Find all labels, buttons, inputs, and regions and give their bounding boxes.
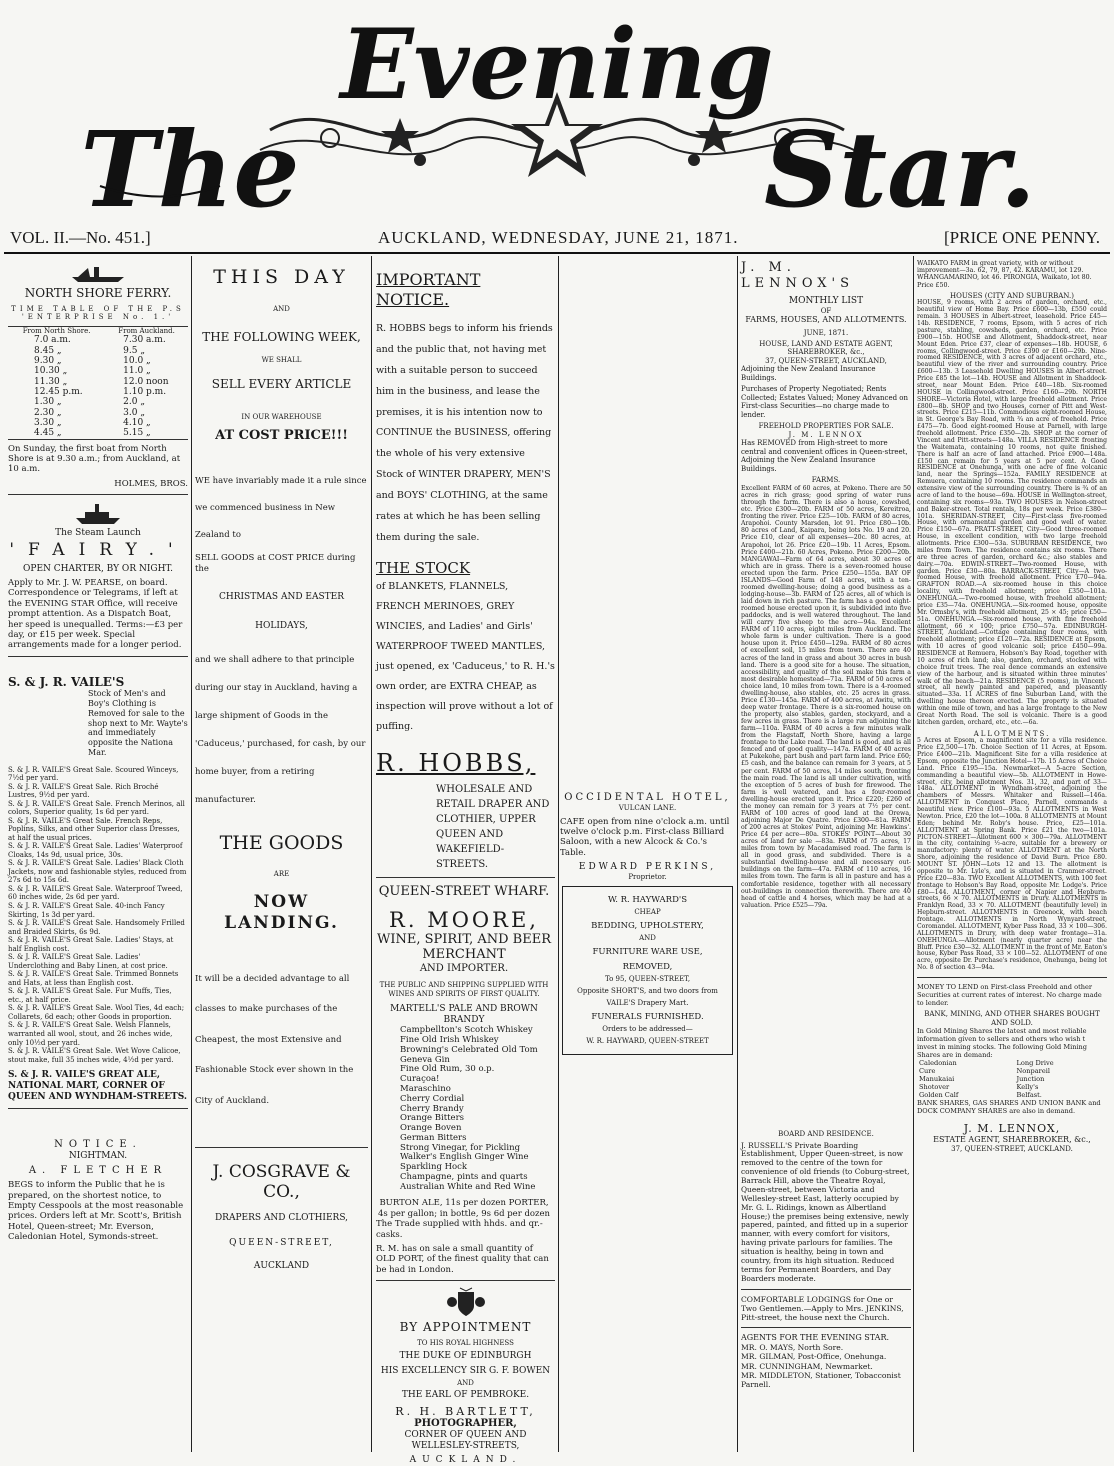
hobbs-name: R. HOBBS, xyxy=(376,748,536,777)
list-item: FUNERALS FURNISHED. xyxy=(591,1011,704,1022)
freehold-heading: FREEHOLD PROPERTIES FOR SALE. xyxy=(758,422,894,431)
share-name: Cure xyxy=(919,1067,936,1076)
list-item: Champagne, pints and quarts xyxy=(400,1171,528,1182)
list-item: S. & J. R. VAILE'S Great Sale. French Merinos, all colors, Superior quality, 1s 6d per yard. xyxy=(8,799,185,817)
board-residence: BOARD AND RESIDENCE. xyxy=(778,1130,874,1138)
list-item: Maraschino xyxy=(400,1084,451,1095)
hobbs-subtitle: WHOLESALE AND RETAIL DRAPER AND CLOTHIER, UPPER QUEEN AND WAKEFIELD-STREETS. xyxy=(436,783,550,870)
list-item: S. & J. R. VAILE'S Great Sale. Handsomely Frilled and Braided Skirts, 6s 9d. xyxy=(8,919,185,936)
house-land-agent: HOUSE, LAND AND ESTATE AGENT, SHAREBROKER, &c., xyxy=(759,339,893,357)
moore-name: R. MOORE, xyxy=(389,907,539,932)
time-cell: 10.0 „ xyxy=(123,355,151,366)
burton-ale: BURTON ALE, 11s per dozen PORTER, 4s per gallon; in bottle, 9s 6d per dozen xyxy=(377,1198,551,1219)
place-date: AUCKLAND, WEDNESDAY, JUNE 21, 1871. xyxy=(378,228,739,247)
share-name: Shotover xyxy=(919,1083,950,1092)
farms-houses: FARMS, HOUSES, AND ALLOTMENTS. xyxy=(745,315,907,325)
agents-list xyxy=(741,1343,911,1389)
the-stock-heading: THE STOCK xyxy=(376,558,471,577)
lennox-address-footer: 37, QUEEN-STREET, AUCKLAND. xyxy=(951,1144,1073,1153)
moore-note: R. M. has on sale a small quantity of OLD PORT, of the finest quality that can be had in London. xyxy=(376,1243,549,1275)
of-label: OF xyxy=(820,306,832,315)
list-item: S. & J. R. VAILE'S Great Sale. 40-inch Fancy Skirting, 1s 3d per yard. xyxy=(8,902,165,919)
from-auckland-header: From Auckland. xyxy=(118,326,175,335)
cafe-text: CAFE open from nine o'clock a.m. until twelve o'clock p.m. First-class Billiard Saloon, with a new Alcock & Co.'s Table. xyxy=(560,816,730,858)
list-item: Orange Bitters xyxy=(400,1113,464,1124)
column-3 xyxy=(376,260,555,1466)
purchases-note: Purchases of Property Negotiated; Rents Collected; Estates Valued; Money Advanced on First-class Securities—no charge made to lender. xyxy=(741,385,909,419)
sir-bowen: HIS EXCELLENCY SIR G. F. BOWEN xyxy=(380,1366,551,1377)
list-item: MR. GILMAN, Post-Office, Onehunga. xyxy=(741,1352,887,1362)
list-date: JUNE, 1871. xyxy=(803,328,849,337)
steam-launch-icon xyxy=(73,500,123,526)
vulcan-lane: VULCAN LANE. xyxy=(618,804,677,813)
sell-every-article: SELL EVERY ARTICLE xyxy=(211,376,352,391)
column-2 xyxy=(195,260,368,1450)
list-item: MR. MIDDLETON, Stationer, Tobacconist Parnell. xyxy=(741,1370,901,1390)
column-1 xyxy=(8,260,188,1450)
bartlett-name: R. H. BARTLETT, xyxy=(395,1404,536,1418)
list-item: Cherry Brandy xyxy=(400,1103,464,1114)
column-4-bottom xyxy=(741,1130,911,1452)
this-day-heading: THIS DAY xyxy=(213,266,350,288)
public-supplied: THE PUBLIC AND SHIPPING SUPPLIED WITH WINES AND SPIRITS OF FIRST QUALITY. xyxy=(379,981,549,998)
earl-pembroke: THE EARL OF PEMBROKE. xyxy=(401,1389,530,1400)
russell-text: J. RUSSELL'S Private Boarding Establishment, Upper Queen-street, is now removed to the centre of the town for convenience of old friends (to Coburg-street, Barrack Hill, above the Theatre Royal, Queen-street, between Victoria and Wellesley-street East, latterly occupied by Mr. G. L. Ridings, known as Albertland House;) the premises being extensive, newly papered, painted, and fitted up in a superior manner, with every comfort for visitors, having private parlours for families. The situation is healthy, being in town and country, from its high situation. Reduced terms for Permanent Boarders, and Day Boarders moderate. xyxy=(741,1140,910,1283)
nightman-heading: NIGHTMAN. xyxy=(68,1151,128,1162)
advantage-text: It will be a decided advantage to all classes to make purchases of the Cheapest, the most Extensive and Fashionable Stock ever shown in the City of Auckland. xyxy=(195,973,354,1106)
list-item: S. & J. R. VAILE'S Great Sale. Rich Broché Lustres, 9½d per yard. xyxy=(8,782,159,800)
share-name: Long Drive xyxy=(1016,1059,1054,1068)
column-5 xyxy=(917,260,1107,1450)
time-cell: 12.45 p.m. xyxy=(34,386,83,397)
drapers-clothiers: DRAPERS AND CLOTHIERS, xyxy=(214,1212,349,1223)
list-item: S. & J. R. VAILE'S Great Sale. Welsh Flannels, warranted all wool, stout, and 26 inches wide, only 10½d per yard. xyxy=(8,1021,173,1047)
time-cell: 7.30 a.m. xyxy=(123,335,166,346)
time-cell: 7.0 a.m. xyxy=(34,335,71,346)
lennox-signature: J. M. LENNOX, xyxy=(963,1121,1061,1135)
list-item: S. & J. R. VAILE'S Great Sale. Wet Wove Calicoe, stout make, full 35 inches wide, 4½d per yard. xyxy=(8,1047,181,1064)
vaile-mart: S. & J. R. VAILE'S GREAT ALE, NATIONAL MART, CORNER OF QUEEN AND WYNDHAM-STREETS. xyxy=(8,1070,188,1103)
perkins-name: EDWARD PERKINS, xyxy=(578,862,717,873)
royal-arms-icon xyxy=(446,1286,486,1318)
share-name: Junction xyxy=(1016,1075,1045,1084)
list-item: Geneva Gin xyxy=(400,1054,450,1065)
list-item: W. R. HAYWARD, QUEEN-STREET xyxy=(586,1037,709,1046)
royal-highness: TO HIS ROYAL HIGHNESS xyxy=(417,1338,514,1347)
list-item: AND xyxy=(639,934,656,943)
column-rule xyxy=(191,256,192,1452)
share-name: Kelly's xyxy=(1016,1083,1039,1092)
list-item: Australian White and Red Wine xyxy=(400,1181,536,1192)
hayward-box xyxy=(562,886,733,1055)
houses-text: HOUSE, 9 rooms, with 2 acres of garden, orchard, etc., beautiful view of Home Bay. Price £600—13b, £550 could remain. 3 HOUSES in Albert-street, leasehold. Price £45—14b. RESIDENCE, 7 rooms, Epsom, with 5 acres of rich pasture, stabling, cowsheds, garden, orchard, etc. Price £900—15b. HOUSE and Allotment, Shaddock-street, near Mount Eden. Price £37, clear of expenses—18b. HOUSE, 6 rooms, Collingwood-street. Price £390 or £160—29b. Nine-roomed RESIDENCE, with 3 acres of adjacent orchard, etc., beautiful view of the river and surrounding country. Price £600—13b. 3 Leasehold Dwelling HOUSES in Albert-street. Price £85 the lot—14b. HOUSE and Allotment in Shaddock-street, near Mount Eden. Price £40—18b. Six-roomed HOUSE in Collingwood-street. Price £160—29b. NORTH SHORE—Victoria Hotel, with large freehold allotment. Price £800—8b. SHOP and two Houses, corner of Pitt and West-streets. Price £215—11b. Commodious eight-roomed House, in St. George's Bay Road, with ¾ an acre of freehold. Price £475—7b. Good eight-roomed House at Parnell, with large freehold allotment. Price £350—2b. SHOP at the corner of Vincent and Pitt-streets—148a. VILLA RESIDENCE fronting the Waitemata, containing 10 rooms, not quite finished. There is half an acre of land attached. Price £900—148a. £150 can remain for 5 years at 5 per cent. A Good RESIDENCE at Onehunga, with one acre of fine volcanic land, near the Springs—152a. FAMILY RESIDENCE at Remuera, containing 10 rooms. The residence commands an extensive view of the surrounding country. There is ¾ of an acre of land to the house—69a. HOUSE in Wellington-street, containing six rooms—93a. TWO HOUSES in Nelson-street and Baker-street. Total rentals, 18s per week. Price £380—101a. SHERIDAN-STREET, City—First-class five-roomed House, with ornamental garden and good well of water. Price £150—67a. PRATT-STREET, City—Good three-roomed House, in excellent condition, with two large freehold allotments. Price £300—53a. SUBURBAN RESIDENCE, two miles from Town. The residence contains six rooms. There are three acres of garden, orchard &c.; also stables and dairy.—70a. EDWIN-STREET—Two-roomed House, with garden. Price £30—80a. BARRACK-STREET, City—A two-roomed House, with freehold allotment. Price £70—94a. GRAFTON ROAD.—A six-roomed house in this choice locality, with freehold allotment; price £350—101a. ONEHUNGA.—Two-roomed house, with freehold allotment; price £35—74a. ONEHUNGA.—Six-roomed house, opposite Mr. Ormsby's, with freehold allotment, 25 × 45; price £50—51a. ONEHUNGA.—Six-roomed house, with fine freehold allotment, 66 × 100; price £750—57a. EDINBURGH-STREET, Auckland.—Cottage containing four rooms, with freehold allotment; price £120—72a. RESIDENCE at Epsom, with 10 acres of good volcanic soil; price £450—99a. RESIDENCE at Remuera, Hobson's Bay Road, together with 10 acres of rich land; also, garden, orchard, stocked with choice fruit trees. The real dence commands an extensive view of the harbour, and is situated within three minutes' walk of the beach—21a. RESIDENCE (5 rooms), in Vincent-street, all newly painted and papered, and pleasantly situated—33a. 11 ACRES of fine Suburban Land, with the dwelling house thereon erected. The property is situated within one mile of town, and has a large frontage to the New Great North Road. The soil is volcanic. There is a good kitchen garden, orchard, etc., etc.—6a. xyxy=(917,299,1107,726)
allotments-heading: ALLOTMENTS. xyxy=(973,729,1051,738)
lennox-heading: J. M. LENNOX'S xyxy=(741,260,855,291)
lodgings-text: COMFORTABLE LODGINGS for One or Two Gentlemen.—Apply to Mrs. JENKINS, Pitt-street, the house next the Church. xyxy=(741,1294,904,1323)
bank-shares-text: BANK SHARES, GAS SHARES AND UNION BANK and DOCK COMPANY SHARES are also in demand. xyxy=(917,1099,1101,1116)
fletcher-text: BEGS to inform the Public that he is prepared, on the shortest notice, to Empty Cesspools at the most reasonable prices. Orders left at Mr. Scott's, British Hotel, Queen-street; Mr. Everson, Caledonian Hotel, Symonds-street. xyxy=(8,1180,184,1243)
houses-heading: HOUSES (CITY AND SUBURBAN.) xyxy=(950,291,1074,300)
shares-table xyxy=(917,1059,1107,1099)
agents-heading: AGENTS FOR THE EVENING STAR. xyxy=(741,1333,890,1343)
estate-agent: ESTATE AGENT, SHAREBROKER, &c., xyxy=(933,1134,1091,1144)
list-item: S. & J. R. VAILE'S Great Sale. Ladies' Black Cloth Jackets, now and fashionable styles, reduced from 27s 6d to 15s 6d. xyxy=(8,859,187,885)
time-cell: 1.30 „ xyxy=(34,397,62,408)
adhere-text: and we shall adhere to that principle during our stay in Auckland, having a large shipment of Goods in the 'Caduceus,' purchased, for cash, by our home buyer, from a retiring manufacturer. xyxy=(195,655,366,806)
trade-note: The Trade supplied with hhds. and qr.-casks. xyxy=(376,1219,543,1240)
time-cell: 8.45 „ xyxy=(34,345,62,356)
time-cell: 9.5 „ xyxy=(123,345,145,356)
svg-text:Star.: Star. xyxy=(764,108,1036,231)
list-item: Cherry Cordial xyxy=(400,1093,465,1104)
dateline xyxy=(8,228,1106,250)
notice-heading: NOTICE. xyxy=(54,1139,142,1151)
list-item: S. & J. R. VAILE'S Great Sale. Ladies' Stays, at half English cost. xyxy=(8,936,174,953)
following-week: THE FOLLOWING WEEK, xyxy=(202,329,361,344)
sunday-note: On Sunday, the first boat from North Shore is at 9.30 a.m.; from Auckland, at 10 a.m. xyxy=(8,443,181,475)
list-item: CHEAP xyxy=(634,908,661,917)
share-name: Golden Calf xyxy=(919,1091,959,1100)
share-name: Caledonian xyxy=(919,1059,957,1068)
list-item: S. & J. R. VAILE'S Great Sale. Ladies' Waterproof Cloaks, 14s 9d, usual price, 30s. xyxy=(8,842,183,859)
time-cell: 4.10 „ xyxy=(123,417,151,428)
bartlett-auckland: AUCKLAND. xyxy=(409,1455,522,1466)
monthly-list: MONTHLY LIST xyxy=(788,295,864,306)
gold-text: In Gold Mining Shares the latest and most reliable information given to sellers and others who wish t invest in mining stocks. The following Gold Mining Shares are in demand: xyxy=(917,1027,1088,1060)
are-label: ARE xyxy=(273,869,290,878)
time-cell: 3.30 „ xyxy=(34,417,62,428)
time-cell: 9.30 „ xyxy=(34,355,62,366)
list-item: Walker's English Ginger Wine xyxy=(400,1152,529,1163)
list-item: Opposite SHORT'S, and two doors from VAILE'S Drapery Mart. xyxy=(577,987,718,1007)
hobbs-notice-text: R. HOBBS begs to inform his friends and the public that, not having met with a suitable person to succeed him in the business, and lease the premises, it is his intention now to CONTINUE the BUSINESS, offering the whole of his very extensive Stock of WINTER DRAPERY, MEN'S and BOYS' CLOTHING, at the same rates at which he has been selling them during the sale. xyxy=(376,323,553,543)
volume-number: VOL. II.—No. 451.] xyxy=(10,228,151,247)
waikato-text: WAIKATO FARM in great variety, with or without improvement—3a. 62, 79, 87, 42. KARAMU, lot 129. WHANGAMARINO, lot 46. PIRONGIA, Waikato, lot 80. Price £50. xyxy=(917,260,1092,289)
time-cell: 5.15 „ xyxy=(123,428,151,439)
list-item: Browning's Celebrated Old Tom xyxy=(400,1044,538,1055)
in-warehouse: IN OUR WAREHOUSE xyxy=(241,413,322,422)
adjoining-note: Adjoining the New Zealand Insurance Buildings. xyxy=(741,365,876,382)
time-cell: 2.0 „ xyxy=(123,397,145,408)
at-cost-price: AT COST PRICE!!! xyxy=(215,428,348,444)
duke-edinburgh: THE DUKE OF EDINBURGH xyxy=(399,1351,532,1362)
list-item: S. & J. R. VAILE'S Great Sale. Fur Muffs, Ties, etc., at half price. xyxy=(8,987,172,1004)
fletcher-name: A. FLETCHER xyxy=(28,1165,168,1177)
wharf-heading: QUEEN-STREET WHARF. xyxy=(378,883,550,899)
important-notice: IMPORTANT NOTICE. xyxy=(376,270,481,309)
price: [PRICE ONE PENNY. xyxy=(943,228,1100,247)
wine-list xyxy=(400,1026,552,1192)
vaile-heading: S. & J. R. VAILE'S xyxy=(8,674,125,689)
queen-street-label: QUEEN-STREET, xyxy=(229,1237,334,1248)
money-to-lend: MONEY TO LEND on First-class Freehold and other Securities at current rates of interest. No charge made to lender. xyxy=(917,983,1102,1008)
by-appointment: BY APPOINTMENT xyxy=(399,1319,532,1334)
share-name: Belfast. xyxy=(1016,1091,1042,1100)
list-item: MR. O. MAYS, North Sore. xyxy=(741,1343,844,1353)
time-cell: 1.10 p.m. xyxy=(123,386,167,397)
masthead-logo xyxy=(0,0,1114,231)
farms-text: Excellent FARM of 60 acres, at Pokeno. There are 50 acres in rich grass; good spring of water runs through the farm. There is also a house, cowshed, etc. Price £300—20b. FARM of 50 acres, Kereitroa, fronting the river. Price £25—10b. FARM of 80 acres, Arapohoi. County Marsden, lot 91. Price £80—10b. 80 acres of Land, Kaipara, being lots No. 19 and 20. Price £10, clear of all expenses—20c. 80 acres, at Arapohoi, lot 26. Price £20—19b. 11 Acres, Epsom. Price £400—21b. 60 Acres, Pokeno. Price £200—20b. MANGAWAI—Farm of 64 acres, about 30 acres of which are in grass. There is a seven-roomed house erected upon the farm. Price £250—155a. BAY OF ISLANDS—Good Farm of 148 acres, with a ten-roomed dwelling-house; doing a good business as a lodging-house—3b. FARM of 125 acres, all of which is laid down in rich pasture. The farm has a good eight-roomed house erected upon it, is subdivided into five paddocks, and is well watered throughout. The land will carry five sheep to the acre—94a. Excellent FARM of 110 acres, eight miles from Auckland. The whole farm is under cultivation. There is a good house upon it. Price £450—129a. FARM of 80 acres of excellent soil, 15 miles from town. There are 40 acres of the land in grass and about 30 acres in bush land. There is a good site for a house. The situation, accessibility, and quality of the soil make this farm a most desirable homestead—71a. FARM of 50 acres of choice land, 10 miles from town. There is a 4-roomed dwelling-house, also stables, etc. 25 acres in grass. Price £130—145a. FARM of 400 acres, at Awitu, with deep water frontage. There is a six-roomed house on the property, also stables, garden, stockyard, and a few acres in grass. There is a large run adjoining the farm—110a. FARM of 40 acres a few minutes walk from the Flagstaff, North Shore, having a large frontage to the Lake road. The land is good, and is all fenced and of good quality—147a. FARM of 40 acres at Pukekohe, part bush and part farm land. Price £60; £5 cash, and the balance can remain for 3 years, at 5 per cent. FARM of 50 acres, 14 miles south, fronting the main road. The land is all under cultivation, with the exception of 5 acres of bush for firewood. The farm is well watered, and has a four-roomed dwelling-house erected upon it. Price £220; £260 of the money can remain for 3 years at 7½ per cent. FARM of 100 acres of good land at the Orewa, adjoining Major De Quatre. Price £300—81a. FARM of 200 acres at Stokes' Point, adjoining Mr. Hawkins'. Price £4 per acre—80a. STOKES' POINT—About 30 acres of land for sale —83a. FARM of 75 acres, 17 miles from town by Macadamised road. The farm is all in good grass, and subdivided. There is a substantial dwelling-house and all necessary out-buildings on the farm—47a. FARM of 110 acres, 16 miles from town. The farm is all in pasture and has a comfortable residence, together with all necessary out-buildings in connection therewith. There are 40 head of cattle and 4 horses, which may be had at a valuation. Price £525—79a. xyxy=(741,485,911,909)
list-item: German Bitters xyxy=(400,1132,467,1143)
list-item: Campbellton's Scotch Whiskey xyxy=(400,1025,533,1036)
list-item: Strong Vinegar, for Pickling xyxy=(400,1142,521,1153)
svg-text:The: The xyxy=(80,108,300,231)
time-cell: 4.45 „ xyxy=(34,428,62,439)
time-cell: 10.30 „ xyxy=(34,366,68,377)
list-item: Orders to be addressed— xyxy=(602,1025,693,1034)
and-label: AND xyxy=(273,305,290,314)
vaile-sale-list xyxy=(8,766,188,1065)
list-item: BEDDING, UPHOLSTERY, xyxy=(591,920,704,931)
sunday-signature: HOLMES, BROS. xyxy=(114,478,188,489)
share-name: Nonpareil xyxy=(1016,1067,1050,1076)
ferry-title: NORTH SHORE FERRY. xyxy=(24,286,172,300)
masthead xyxy=(0,0,1114,231)
removed-note: Has REMOVED from High-street to more central and convenient offices in Queen-street, Adjoining the New Zealand Insurance Buildings. xyxy=(741,439,908,473)
ferry-timetable xyxy=(8,326,188,440)
jml-name: J. M. LENNOX xyxy=(788,430,864,439)
column-rule xyxy=(737,256,738,1452)
list-item: Fine Old Rum, 30 o.p. xyxy=(400,1064,495,1075)
list-item: S. & J. R. VAILE'S Great Sale. Scoured Winceys, 7½d per yard. xyxy=(8,765,179,783)
column-3-right xyxy=(560,792,735,1122)
list-item: Curaçoa! xyxy=(400,1074,440,1085)
martell-brandy: MARTELL'S PALE AND BROWN BRANDY xyxy=(390,1004,538,1026)
holidays: HOLIDAYS, xyxy=(255,621,308,632)
from-shore-header: From North Shore. xyxy=(22,326,91,335)
steamship-icon xyxy=(68,262,128,284)
and-label: AND xyxy=(457,1379,474,1388)
list-item: S. & J. R. VAILE'S Great Sale. Waterproof Tweed, 60 inches wide, 2s 6d per yard. xyxy=(8,884,183,902)
bartlett-corner: CORNER OF QUEEN AND WELLESLEY-STREETS, xyxy=(404,1430,527,1452)
importer: AND IMPORTER. xyxy=(419,963,509,975)
bank-shares-heading: BANK, MINING, AND OTHER SHARES BOUGHT AND SOLD. xyxy=(924,1010,1100,1027)
time-cell: 11.0 „ xyxy=(123,366,151,377)
top-rule xyxy=(4,252,1110,254)
lennox-address: 37, QUEEN-STREET, AUCKLAND, xyxy=(765,356,887,365)
list-item: Fine Old Irish Whiskey xyxy=(400,1035,499,1046)
list-item: MR. CUNNINGHAM, Newmarket. xyxy=(741,1361,873,1371)
list-item: Sparkling Hock xyxy=(400,1162,468,1173)
column-rule xyxy=(913,256,914,1452)
list-item: Orange Boven xyxy=(400,1123,462,1134)
launch-label: The Steam Launch xyxy=(55,528,141,539)
now-landing: NOW LANDING. xyxy=(224,892,339,933)
list-item: S. & J. R. VAILE'S Great Sale. Ladies' Underclothing and Baby Linen, at cost price. xyxy=(8,953,168,970)
cosgrave-name: J. COSGRAVE & CO., xyxy=(212,1161,351,1203)
list-item: W. R. HAYWARD'S xyxy=(607,894,688,905)
list-item: FURNITURE WARE USE, xyxy=(592,947,703,958)
vaile-intro: Stock of Men's and Boy's Clothing is Removed for sale to the shop next to Mr. Wayte's and immediately opposite the Nationa Mar. xyxy=(88,689,188,757)
list-item: REMOVED, xyxy=(622,961,673,972)
allotments-text: 5 Acres at Epsom, a magnificent site for a villa residence. Price £2,500—17b. Choice Section of 11 Acres, at Epsom. Price £400—21b. Magnificent Site for a villa residence at Epsom, opposite the Junction Hotel—17b. 15 Acres of Choice Land. Price £195—15a. Newmarket—A 5-acre Section, commanding a beautiful view—5b. ALLOTMENT in Howe-street, city, being allotment Nos. 31, 32, and part of 33—148a. ALLOTMENT in Wyndham-street, adjoining the chambers of Messrs. Whitaker and Russell—146a. ALLOTMENT in Conquest Place, Parnell, commands a beautiful view. Price £100—93a. 5 ALLOTMENTS in West Newton. Price, £20 the lot—100a. 8 ALLOTMENTS at Mount Eden; behind Mr. Roby's house. Price, £25—101a. ALLOTMENT at Spring Bank. Price £21 the two—101a. PICTON-STREET—Allotment 600 × 300—79a. ALLOTMENT in the city, containing ½-acre, suitable for a brewery or manufactory: plenty of water. ALLOTMENT at the North Shore, adjoining the residence of David Burn. Price £80. MOUNT ST. JOHN—Lots 12 and 13. The allotment is opposite to Mr. Lyle's, and is situated in Cranmer-street. Price £20—83a. TWO Excellent ALLOTMENTS, with 100 feet frontage to Hobson's Bay Road, opposite Mr. Lodge's. Price £80—144. ALLOTMENT, corner of Napier and Hepburn-streets, 66 × 70. ALLOTMENTS in Drury. ALLOTMENTS in Franklyn Road, 33 × 70. ALLOTMENT (beautifully level) in Hepburn-street. ALLOTMENTS in Greenock, with beach frontage. ALLOTMENTS in North Wynyard-street, Coromandel. ALLOTMENT, Kyber Pass Road, 33 × 100—306. ALLOTMENTS in Drury, with deep water frontage—31a. ONEHUNGA.—Allotment (nearly quarter acre) near the Bluff. Price £30—32. ALLOTMENT in the front of Mr. Eaton's house, Kyber Pass Road, 33 × 100—52. ALLOTMENT of one acre, opposite Dr. Purchase's residence, Onehunga, being lot No. 8 of section 43—94a. xyxy=(917,737,1107,972)
share-name: Manukaiai xyxy=(919,1075,955,1084)
we-shall: WE SHALL xyxy=(261,356,302,365)
list-item: S. & J. R. VAILE'S Great Sale. Trimmed Bonnets and Hats, at less than English cost. xyxy=(8,970,179,987)
proprietor: Proprietor. xyxy=(628,873,667,882)
column-rule xyxy=(558,256,559,1452)
farms-heading: FARMS. xyxy=(811,476,841,485)
time-cell: 3.0 „ xyxy=(123,407,145,418)
list-item: To 95, QUEEN-STREET, xyxy=(604,975,691,984)
christmas-easter: CHRISTMAS AND EASTER xyxy=(218,592,344,603)
auckland-label: AUCKLAND xyxy=(253,1260,310,1271)
fairy-title: 'FAIRY.' xyxy=(9,540,187,561)
time-cell: 11.30 „ xyxy=(34,376,68,387)
photographer-label: PHOTOGRAPHER, xyxy=(414,1417,517,1429)
wine-merchant: WINE, SPIRIT, AND BEER MERCHANT xyxy=(376,932,551,963)
launch-apply: Apply to Mr. J. W. PEARSE, on board. Correspondence or Telegrams, if left at the EVENING STAR Office, will receive prompt attention. As a Dispatch Boat, her speed is unequalled. Terms:—£3 per day, or £15 per week. Special arrangements made for a longer period. xyxy=(8,578,183,651)
timetable-heading: TIME TABLE OF THE P.S 'ENTERPRISE No. 1.' xyxy=(11,304,185,322)
open-charter: OPEN CHARTER, BY OR NIGHT. xyxy=(23,564,173,575)
the-goods: THE GOODS xyxy=(219,832,344,855)
list-item: S. & J. R. VAILE'S Great Sale. French Reps, Poplins, Silks, and other Superior class Dresses, at half the usual prices. xyxy=(8,816,180,842)
list-item: S. & J. R. VAILE'S Great Sale. Wool Ties, 4d each; Collarets, 6d each; other Goods in proportion. xyxy=(8,1004,185,1021)
stock-text: of BLANKETS, FLANNELS, FRENCH MERINOES, GREY WINCIES, and Ladies' and Girls' WATERPROOF TWEED MANTLES, just opened, ex 'Caduceus,' to R. H.'s own order, are EXTRA CHEAP, as inspection will prove without a lot of puffing. xyxy=(376,581,555,732)
we-have-text: WE have invariably made it a rule since we commenced business in New Zealand to xyxy=(195,475,367,541)
column-rule xyxy=(371,256,372,1452)
svg-text:Evening: Evening xyxy=(340,8,774,121)
sell-goods-text: SELL GOODS at COST PRICE during the xyxy=(195,553,356,574)
occidental-hotel: OCCIDENTAL HOTEL, xyxy=(564,792,731,803)
column-4 xyxy=(741,260,911,909)
time-cell: 12.0 noon xyxy=(123,376,169,387)
time-cell: 2.30 „ xyxy=(34,407,62,418)
